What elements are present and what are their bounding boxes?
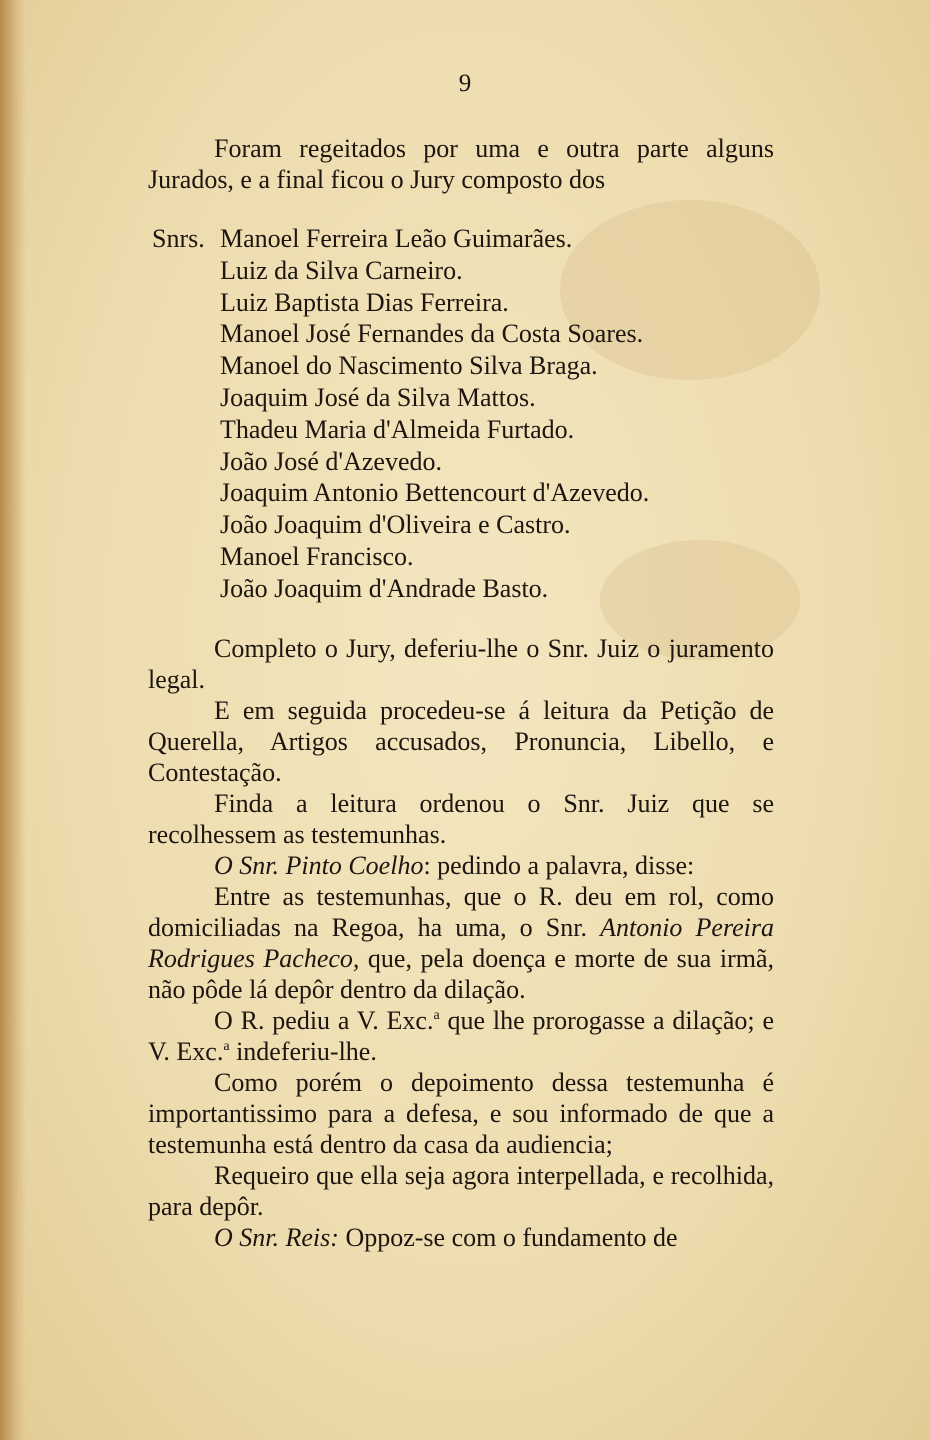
request-paragraph: Requeiro que ella seja agora interpellada, e recolhida, para depôr. bbox=[148, 1160, 774, 1221]
intro-paragraph: Foram regeitados por uma e outra parte alguns Jurados, e a final ficou o Jury composto dos bbox=[148, 134, 774, 194]
juror-item: João José d'Azevedo. bbox=[220, 446, 443, 476]
spacer bbox=[148, 605, 774, 633]
superscript: a bbox=[433, 1007, 440, 1023]
text-run: Entre as testemunhas, que o R. deu em rol, como domiciliadas na Regoa, ha uma, o Snr. bbox=[148, 881, 774, 942]
page-number: 9 bbox=[458, 70, 472, 97]
witness-name: Antonio Pereira Rodrigues Pacheco, bbox=[148, 912, 774, 973]
importance-paragraph: Como porém o depoimento dessa testemunha é importantissimo para a defesa, e sou informado de que a testemunha está dentro da casa da audiencia; bbox=[148, 1067, 774, 1159]
juror-item: João Joaquim d'Andrade Basto. bbox=[220, 573, 549, 603]
juror-item bbox=[148, 223, 774, 255]
page-text bbox=[148, 133, 774, 1253]
text-run: indeferiu-lhe. bbox=[229, 1036, 377, 1066]
opposition-paragraph bbox=[148, 1222, 774, 1253]
speech-intro-paragraph bbox=[148, 850, 774, 881]
juror-prefix: Snrs. bbox=[152, 224, 205, 253]
juror-name: Manoel Ferreira Leão Guimarães. bbox=[220, 224, 573, 253]
juror-item: Manoel do Nascimento Silva Braga. bbox=[220, 351, 598, 381]
speech-text: : pedindo a palavra, disse: bbox=[423, 850, 695, 880]
witnesses-paragraph: Finda a leitura ordenou o Snr. Juiz que se recolhessem as testemunhas. bbox=[148, 788, 774, 849]
juror-item: Manoel Francisco. bbox=[220, 541, 414, 571]
juror-item: Manoel José Fernandes da Costa Soares. bbox=[220, 319, 644, 349]
spacer bbox=[148, 195, 774, 223]
juror-item: Joaquim Antonio Bettencourt d'Azevedo. bbox=[220, 478, 650, 508]
text-run: que, pela doença e morte de sua irmã, não pôde lá depôr dentro da dilação. bbox=[148, 943, 774, 1004]
speaker-name: O Snr. Pinto Coelho bbox=[214, 850, 424, 880]
speech-text: Oppoz-se com o fundamento de bbox=[338, 1222, 678, 1252]
juror-item: Joaquim José da Silva Mattos. bbox=[220, 382, 536, 412]
text-run: O R. pediu a V. Exc. bbox=[214, 1005, 434, 1035]
jury-sworn-paragraph: Completo o Jury, deferiu-lhe o Snr. Juiz o juramento legal. bbox=[148, 633, 774, 694]
juror-item: Luiz Baptista Dias Ferreira. bbox=[220, 287, 509, 317]
superscript: a bbox=[223, 1038, 230, 1054]
extension-paragraph bbox=[148, 1005, 774, 1067]
juror-item: João Joaquim d'Oliveira e Castro. bbox=[220, 510, 571, 540]
juror-item: Thadeu Maria d'Almeida Furtado. bbox=[220, 414, 575, 444]
speaker-name: O Snr. Reis: bbox=[214, 1222, 339, 1252]
witness-paragraph bbox=[148, 881, 774, 1005]
text-run: que lhe prorogasse a dilação; e V. Exc. bbox=[148, 1005, 774, 1066]
juror-list bbox=[148, 223, 774, 605]
juror-item: Luiz da Silva Carneiro. bbox=[220, 255, 463, 285]
reading-paragraph: E em seguida procedeu-se á leitura da Petição de Querella, Artigos accusados, Pronuncia, Libello, e Contestação. bbox=[148, 695, 774, 787]
page-edge-shadow bbox=[0, 0, 26, 1440]
